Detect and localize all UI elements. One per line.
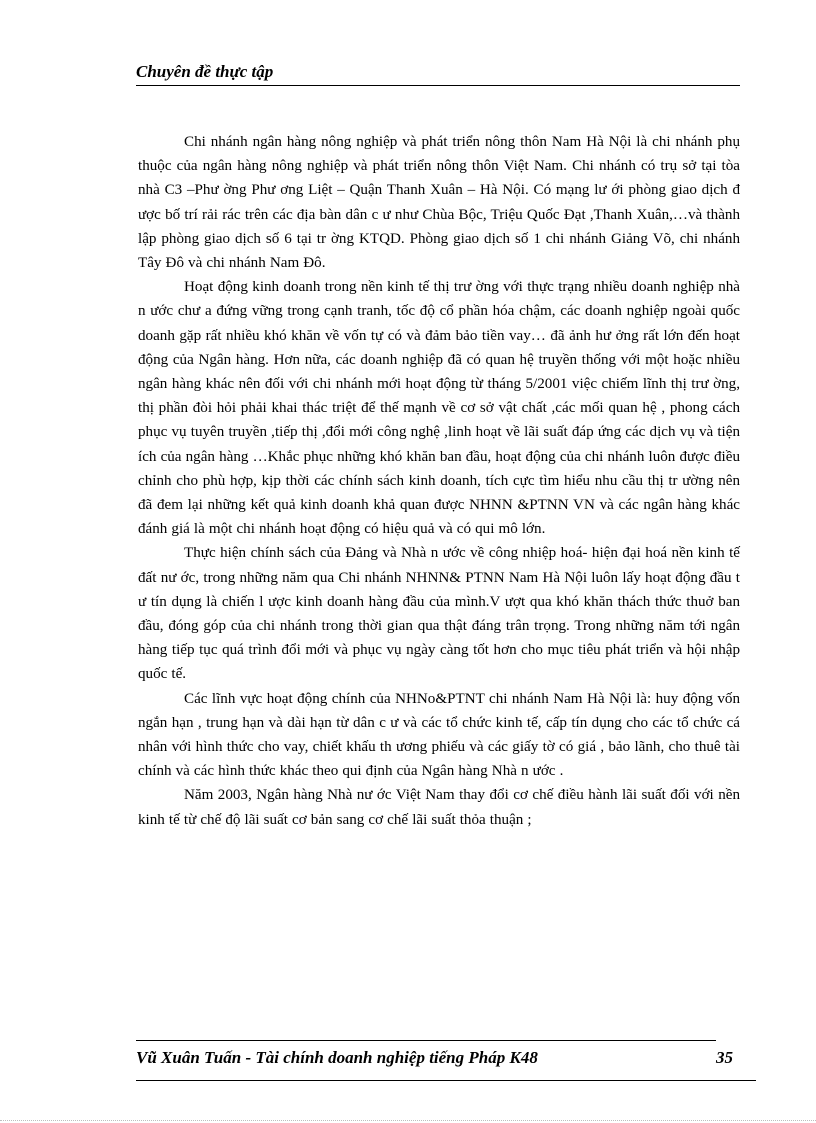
page-header — [136, 58, 740, 88]
page-footer — [136, 1040, 776, 1080]
paragraph-branch-intro: Chi nhánh ngân hàng nông nghiệp và phát triển nông thôn Nam Hà Nội là chi nhánh phụ thuộc của ngân hàng nông nghiệp và phát triển nông thôn Việt Nam. Chi nhánh có trụ sở tại tòa nhà C3 –Phư ờng Phư ơng Liệt – Quận Thanh Xuân – Hà Nội. Có mạng lư ới phòng giao dịch đ ược bố trí rải rác trên các địa bàn dân c ư như Chùa Bộc, Triệu Quốc Đạt ,Thanh Xuân,…và thành lập phòng giao dịch số 6 tại tr ờng KTQD. Phòng giao dịch số 1 chi nhánh Giảng Võ, chi nhánh Tây Đô và chi nhánh Nam Đô. — [138, 134, 740, 272]
header-title: Chuyên đề thực tập — [136, 62, 274, 81]
paragraph-interest-rate: Năm 2003, Ngân hàng Nhà nư ớc Việt Nam thay đổi cơ chế điều hành lãi suất đối với nền kinh tế từ chế độ lãi suất cơ bản sang cơ chế lãi suất thỏa thuận ; — [138, 787, 740, 828]
paragraph-business-activity: Hoạt động kinh doanh trong nền kinh tế thị trư ờng với thực trạng nhiều doanh nghiệp nhà n ước chư a đứng vững trong cạnh tranh, tốc độ cổ phần hóa chậm, các doanh nghiệp ngoài quốc doanh gặp rất nhiều khó khăn về vốn tự có và đảm bảo tiền vay… đã ảnh hư ởng rất lớn đến hoạt động của Ngân hàng. Hơn nữa, các doanh nghiệp đã có quan hệ truyền thống với một hoặc nhiều ngân hàng khác nên đối với chi nhánh mới hoạt động từ tháng 5/2001 việc chiếm lĩnh thị trư ờng, thị phần đòi hỏi phải khai thác triệt để thế mạnh về cơ sở vật chất ,các mối quan hệ , phong cách phục vụ tuyên truyền ,tiếp thị ,đổi mới công nghệ ,linh hoạt về lãi suất đáp ứng các dịch vụ và tiện ích của ngân hàng …Khắc phục những khó khăn ban đầu, hoạt động của chi nhánh luôn được điều chỉnh cho phù hợp, kịp thời các chính sách kinh doanh, tích cực tìm hiểu nhu cầu thị tr ường nên đã đem lại những kết quả kinh doanh khả quan được NHNN &PTNN VN và các ngân hàng khác đánh giá là một chi nhánh hoạt động có hiệu quả và có qui mô lớn. — [138, 279, 740, 538]
document-body — [138, 130, 740, 990]
footer-author: Vũ Xuân Tuấn - Tài chính doanh nghiệp tiếng Pháp K48 — [136, 1048, 538, 1067]
footer-rule-bottom — [136, 1080, 756, 1081]
paragraph-main-activities: Các lĩnh vực hoạt động chính của NHNo&PTNT chi nhánh Nam Hà Nội là: huy động vốn ngắn hạn , trung hạn và dài hạn từ dân c ư và các tổ chức kinh tế, cấp tín dụng cho các tổ chức cá nhân với hình thức cho vay, chiết khấu th ương phiếu và các giấy tờ có giá , bảo lãnh, cho thuê tài chính và các hình thức khác theo qui định của Ngân hàng Nhà n ước . — [138, 690, 740, 780]
footer-rule-top — [136, 1040, 716, 1041]
page-bottom-edge — [0, 1120, 816, 1121]
header-rule — [136, 85, 740, 86]
page-number: 35 — [716, 1048, 733, 1067]
paragraph-policy: Thực hiện chính sách của Đảng và Nhà n ước về công nhiệp hoá- hiện đại hoá nền kinh tế đất nư ớc, trong những năm qua Chi nhánh NHNN& PTNN Nam Hà Nội luôn lấy hoạt động đầu t ư tín dụng là chiến l ược kinh doanh hàng đầu của mình.V ượt qua khó khăn thách thức thuở ban đầu, đóng góp của chi nhánh trong thời gian qua thật đáng trân trọng. Trong những năm tới ngân hàng tiếp tục quá trình đổi mới và phục vụ ngày càng tốt hơn cho mục tiêu phát triển và hội nhập quốc tế. — [138, 545, 740, 683]
